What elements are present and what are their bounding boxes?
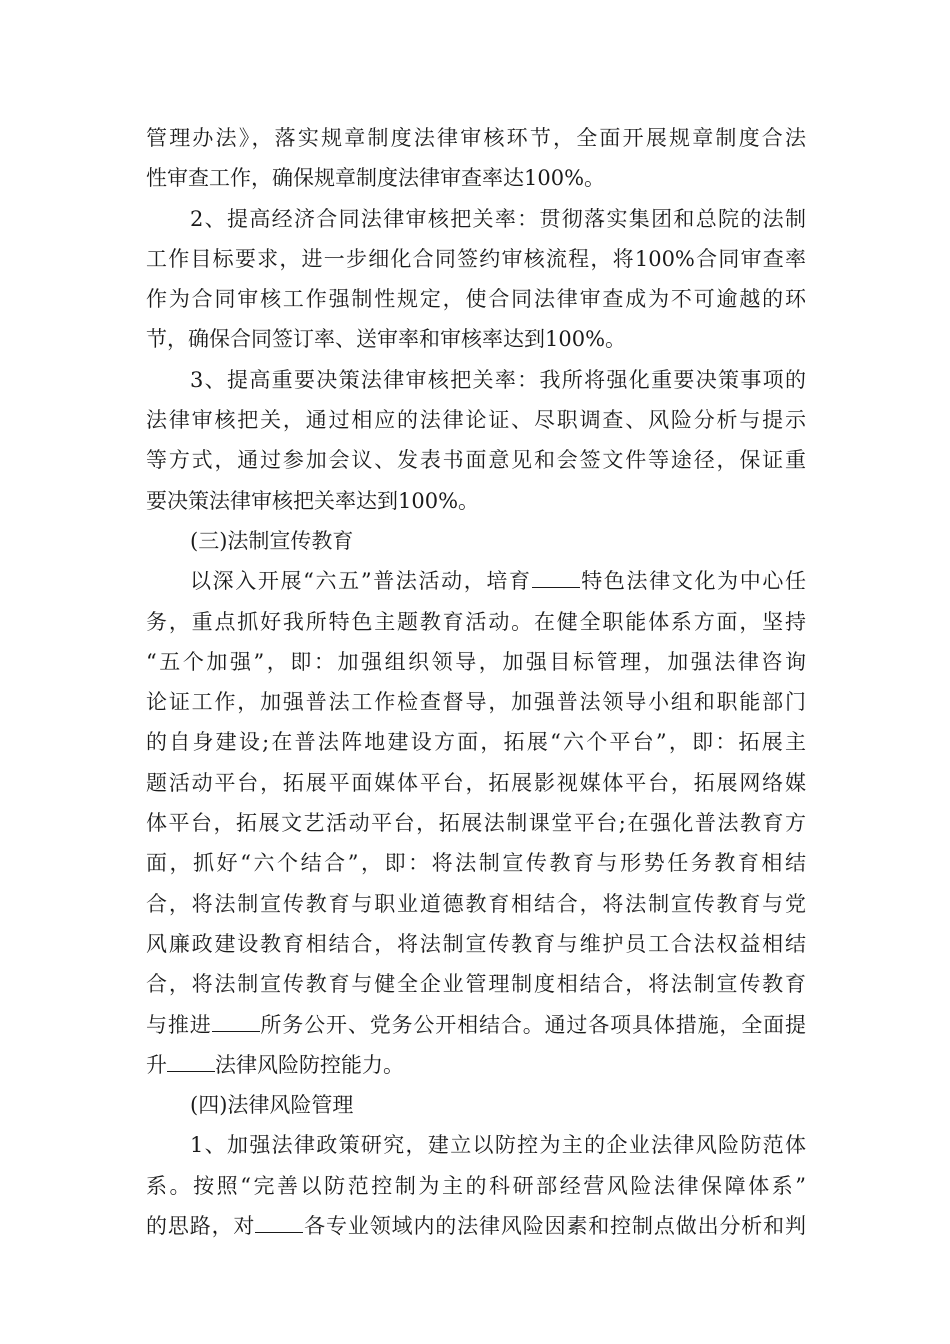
text-line bbox=[146, 1045, 806, 1085]
line-text: 要决策法律审核把关率达到100%。 bbox=[146, 488, 480, 513]
line-text: 等方式，通过参加会议、发表书面意见和会签文件等途径，保证重 bbox=[146, 448, 806, 473]
line-text: 题活动平台，拓展平面媒体平台，拓展影视媒体平台，拓展网络媒 bbox=[146, 770, 806, 795]
line-text: 的自身建设;在普法阵地建设方面，拓展“六个平台”，即：拓展主 bbox=[146, 730, 806, 755]
text-line bbox=[146, 763, 806, 803]
text-line bbox=[146, 481, 806, 521]
text-line bbox=[146, 521, 806, 561]
line-text: 法律审核把关，通过相应的法律论证、尽职调查、风险分析与提示 bbox=[146, 408, 806, 433]
text-line bbox=[146, 118, 806, 158]
text-line bbox=[146, 843, 806, 883]
text-line bbox=[146, 1166, 806, 1206]
line-text: 合，将法制宣传教育与健全企业管理制度相结合，将法制宣传教育 bbox=[146, 972, 806, 997]
line-text: 2、提高经济合同法律审核把关率：贯彻落实集团和总院的法制 bbox=[190, 206, 806, 231]
line-text: 风廉政建设教育相结合，将法制宣传教育与维护员工合法权益相结 bbox=[146, 931, 806, 956]
line-text-after-blank: 所务公开、党务公开相结合。通过各项具体措施，全面提 bbox=[259, 1012, 807, 1037]
line-text: 节，确保合同签订率、送审率和审核率达到100%。 bbox=[146, 327, 627, 352]
text-line bbox=[146, 722, 806, 762]
line-text-after-blank: 法律风险防控能力。 bbox=[215, 1052, 404, 1077]
line-text: 的思路，对 bbox=[146, 1214, 256, 1239]
blank-underline bbox=[532, 569, 580, 588]
line-text: 1、加强法律政策研究，建立以防控为主的企业法律风险防范体 bbox=[190, 1133, 806, 1158]
text-line bbox=[146, 400, 806, 440]
document-page bbox=[146, 118, 806, 1246]
text-line bbox=[146, 319, 806, 359]
text-line bbox=[146, 884, 806, 924]
line-text: (三)法制宣传教育 bbox=[190, 528, 354, 553]
line-text: 体平台，拓展文艺活动平台，拓展法制课堂平台;在强化普法教育方 bbox=[146, 811, 806, 836]
line-text-after-blank: 特色法律文化为中心任 bbox=[579, 569, 806, 594]
line-text: 管理办法》，落实规章制度法律审核环节，全面开展规章制度合法 bbox=[146, 126, 806, 150]
text-line bbox=[146, 561, 806, 601]
line-text: 系。按照“完善以防范控制为主的科研部经营风险法律保障体系” bbox=[146, 1173, 806, 1198]
blank-underline bbox=[167, 1053, 215, 1072]
text-line bbox=[146, 602, 806, 642]
text-line bbox=[146, 199, 806, 239]
text-line bbox=[146, 158, 806, 198]
line-text: 与推进 bbox=[146, 1012, 212, 1037]
line-text: “五个加强”，即：加强组织领导，加强目标管理，加强法律咨询 bbox=[146, 649, 806, 674]
text-line bbox=[146, 803, 806, 843]
line-text: 以深入开展“六五”普法活动，培育 bbox=[190, 569, 532, 594]
text-line bbox=[146, 1125, 806, 1165]
line-text: (四)法律风险管理 bbox=[190, 1093, 354, 1118]
text-line bbox=[146, 1085, 806, 1125]
text-line bbox=[146, 642, 806, 682]
line-text: 务，重点抓好我所特色主题教育活动。在健全职能体系方面，坚持 bbox=[146, 609, 806, 634]
text-line bbox=[146, 440, 806, 480]
line-text: 面，抓好“六个结合”，即：将法制宣传教育与形势任务教育相结 bbox=[146, 851, 806, 876]
line-text: 合，将法制宣传教育与职业道德教育相结合，将法制宣传教育与党 bbox=[146, 891, 806, 916]
text-line bbox=[146, 682, 806, 722]
text-line bbox=[146, 964, 806, 1004]
text-line bbox=[146, 1206, 806, 1246]
blank-underline bbox=[212, 1013, 260, 1032]
line-text: 性审查工作，确保规章制度法律审查率达100%。 bbox=[146, 166, 606, 191]
line-text: 升 bbox=[146, 1052, 167, 1077]
text-line bbox=[146, 1005, 806, 1045]
line-text: 作为合同审核工作强制性规定，使合同法律审查成为不可逾越的环 bbox=[146, 287, 806, 312]
text-line bbox=[146, 279, 806, 319]
line-text: 论证工作，加强普法工作检查督导，加强普法领导小组和职能部门 bbox=[146, 690, 806, 715]
line-text: 3、提高重要决策法律审核把关率：我所将强化重要决策事项的 bbox=[190, 367, 806, 392]
text-line bbox=[146, 360, 806, 400]
blank-underline bbox=[255, 1214, 303, 1233]
text-line bbox=[146, 924, 806, 964]
line-text: 工作目标要求，进一步细化合同签约审核流程，将100%合同审查率 bbox=[146, 246, 806, 271]
line-text-after-blank: 各专业领域内的法律风险因素和控制点做出分析和判 bbox=[303, 1214, 807, 1239]
text-line bbox=[146, 239, 806, 279]
